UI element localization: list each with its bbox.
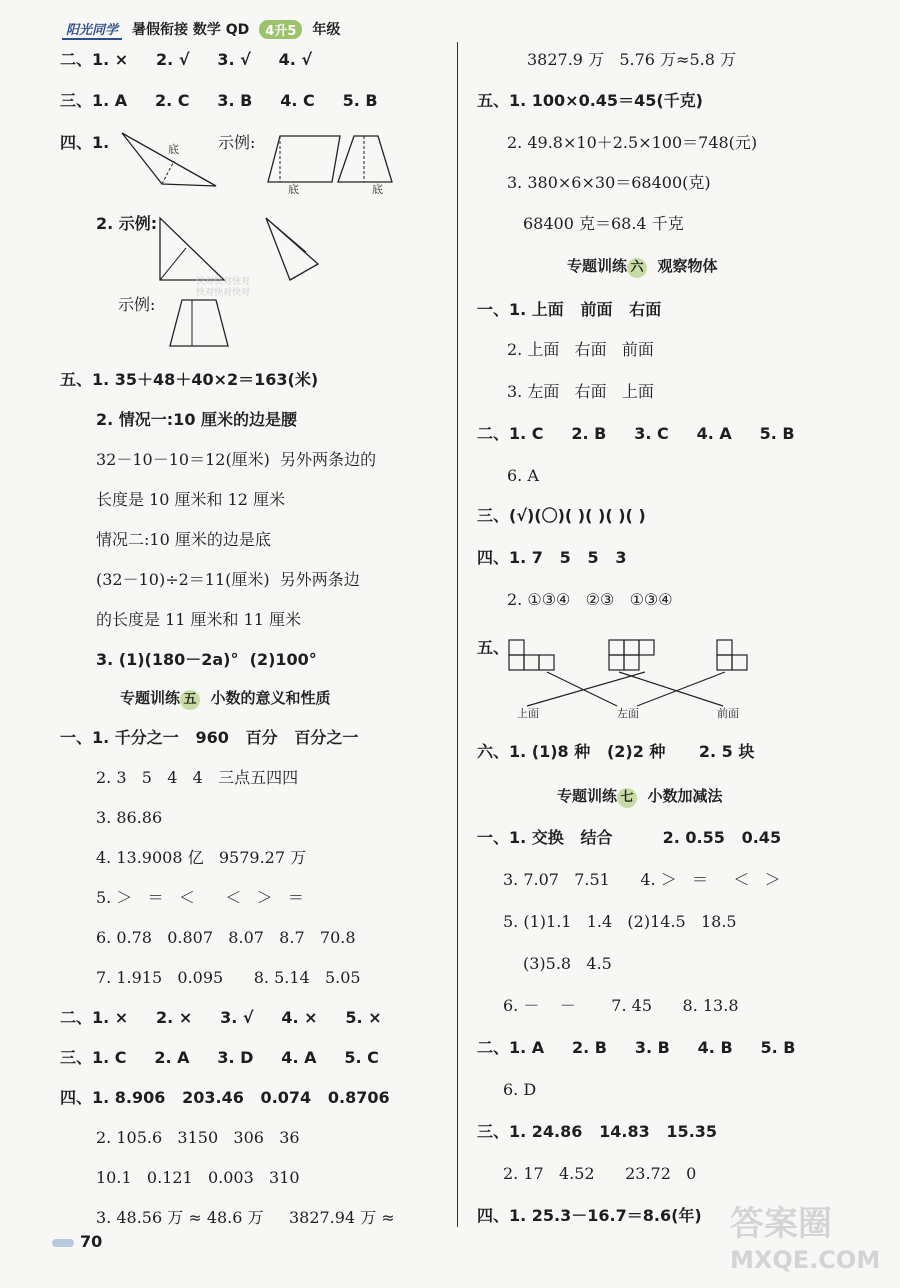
answer-line: 2. ①③④ ②③ ①③④ <box>507 590 673 609</box>
answer-line: 二、1. × 2. × 3. √ 4. × 5. × <box>60 1008 382 1027</box>
site-watermark-url: MXQE.COM <box>730 1246 881 1274</box>
answer-line: 10.1 0.121 0.003 310 <box>96 1168 300 1187</box>
answer-line: 一、1. 交换 结合 2. 0.55 0.45 <box>477 828 782 847</box>
view-label: 前面 <box>717 707 739 720</box>
example-label: 示例: <box>218 133 256 152</box>
page-number-text: 70 <box>80 1232 103 1251</box>
answer-line: 6. － － 7. 45 8. 13.8 <box>503 996 739 1015</box>
cube-face <box>717 655 732 670</box>
match-line <box>619 672 723 706</box>
answer-line: 2. 3 5 4 4 三点五四四 <box>96 768 299 787</box>
answer-line: 5. ＞ ＝ ＜ ＜ ＞ ＝ <box>96 888 304 907</box>
cube-face <box>609 640 624 655</box>
trapezoid-shape <box>338 136 392 182</box>
answer-line: 6. A <box>507 466 539 485</box>
section-name: 观察物体 <box>657 257 718 275</box>
answer-line: 3. 86.86 <box>96 808 163 827</box>
answer-line: 2. 17 4.52 23.72 0 <box>503 1164 697 1183</box>
section-name: 小数的意义和性质 <box>210 689 331 707</box>
answer-line: 6. D <box>503 1080 537 1099</box>
cube-face <box>624 640 639 655</box>
column-divider <box>457 42 458 1227</box>
section-name: 小数加减法 <box>647 787 723 805</box>
answer-line: 二、1. A 2. B 3. B 4. B 5. B <box>477 1038 796 1057</box>
section-prefix: 专题训练 <box>120 689 181 707</box>
answer-line: 4. 13.9008 亿 9579.27 万 <box>96 848 307 867</box>
triangle-example-figures <box>158 208 358 288</box>
parallelogram-shape <box>268 136 340 182</box>
answer-line: 6. 0.78 0.807 8.07 8.7 70.8 <box>96 928 356 947</box>
triangle-height-figures <box>116 128 436 212</box>
answer-line: 2. 105.6 3150 306 36 <box>96 1128 300 1147</box>
answer-line: 五、1. 100×0.45＝45(千克) <box>477 91 703 110</box>
figure-label: 底 <box>168 143 179 156</box>
answer-line: 一、1. 千分之一 960 百分 百分之一 <box>60 728 359 747</box>
trapezoid-shape <box>170 300 228 346</box>
base-line <box>122 133 216 186</box>
match-line <box>637 672 725 706</box>
answer-line: 的长度是 11 厘米和 11 厘米 <box>96 610 302 629</box>
answer-line: 三、1. 24.86 14.83 15.35 <box>477 1122 718 1141</box>
page-number <box>52 1232 102 1251</box>
cube-face <box>509 655 524 670</box>
answer-line: 长度是 10 厘米和 12 厘米 <box>96 490 286 509</box>
section-title <box>567 258 717 278</box>
cube-face <box>732 655 747 670</box>
answer-line: 2. 49.8×10＋2.5×100＝748(元) <box>507 133 758 152</box>
figure-label: 底 <box>372 183 383 196</box>
section-prefix: 专题训练 <box>557 787 618 805</box>
cube-face <box>524 655 539 670</box>
answer-line: 3. 48.56 万 ≈ 48.6 万 3827.94 万 ≈ <box>96 1208 395 1227</box>
answer-line: 2. 上面 右面 前面 <box>507 340 654 359</box>
example-label: 示例: <box>118 295 156 314</box>
answer-line: 68400 克＝68.4 千克 <box>523 214 684 233</box>
section-title <box>557 788 722 808</box>
section-number: 五 <box>180 690 200 710</box>
answer-line: 六、1. (1)8 种 (2)2 种 2. 5 块 <box>477 742 755 761</box>
answer-line: 四、1. 8.906 203.46 0.074 0.8706 <box>60 1088 390 1107</box>
section-number: 七 <box>617 788 637 808</box>
cube-face <box>639 640 654 655</box>
answer-line: 五、 <box>477 638 510 657</box>
view-label: 左面 <box>617 707 639 720</box>
brand-logo: 阳光同学 <box>62 19 122 40</box>
cube-face <box>509 640 524 655</box>
trapezoid-example-figure <box>168 296 248 352</box>
answer-line: 3. 380×6×30＝68400(克) <box>507 173 711 192</box>
answer-line: 7. 1.915 0.095 8. 5.14 5.05 <box>96 968 361 987</box>
answer-line: 3. 左面 右面 上面 <box>507 382 654 401</box>
answer-line: 5. (1)1.1 1.4 (2)14.5 18.5 <box>503 912 737 931</box>
page-bar-decoration <box>52 1239 74 1247</box>
answer-line: 三、(√)(〇)( )( )( )( ) <box>477 506 646 525</box>
answer-line: 四、1. <box>60 133 110 152</box>
cube-face <box>717 640 732 655</box>
answer-line: 四、1. 25.3－16.7＝8.6(年) <box>477 1206 702 1225</box>
triangle-shape <box>160 218 224 280</box>
answer-line: (32－10)÷2＝11(厘米) 另外两条边 <box>96 570 360 589</box>
answer-line: 五、1. 35＋48＋40×2＝163(米) <box>60 370 319 389</box>
cube-face <box>624 655 639 670</box>
answer-line: 情况二:10 厘米的边是底 <box>96 530 271 549</box>
answer-line: 二、1. C 2. B 3. C 4. A 5. B <box>477 424 795 443</box>
answer-line: (3)5.8 4.5 <box>523 954 612 973</box>
site-watermark: 答案圈 <box>730 1204 832 1244</box>
answer-line: 三、1. C 2. A 3. D 4. A 5. C <box>60 1048 379 1067</box>
answer-line: 3. (1)(180－2a)° (2)100° <box>96 650 317 669</box>
answer-line: 三、1. A 2. C 3. B 4. C 5. B <box>60 91 378 110</box>
view-label: 上面 <box>517 707 539 720</box>
answer-line: 32－10－10＝12(厘米) 另外两条边的 <box>96 450 377 469</box>
cube-face <box>609 655 624 670</box>
answer-line: 3. 7.07 7.51 4. ＞ ＝ ＜ ＞ <box>503 870 781 889</box>
cube-face <box>539 655 554 670</box>
section-number: 六 <box>627 258 647 278</box>
section-prefix: 专题训练 <box>567 257 628 275</box>
figure-label: 底 <box>288 183 299 196</box>
answer-line: 二、1. × 2. √ 3. √ 4. √ <box>60 50 313 69</box>
watermark: 快对快对快对 <box>196 288 251 298</box>
height-line <box>162 161 174 184</box>
view-matching-figure <box>507 636 757 716</box>
answer-line: 2. 示例: <box>96 214 158 233</box>
watermark: 快对快对快对 <box>196 277 251 287</box>
section-title <box>120 690 330 710</box>
page-header <box>62 14 340 44</box>
height-line <box>160 248 186 280</box>
answer-line: 2. 情况一:10 厘米的边是腰 <box>96 410 298 429</box>
answer-line: 四、1. 7 5 5 3 <box>477 548 627 567</box>
match-line <box>547 672 617 706</box>
triangle-shape <box>266 218 318 280</box>
answer-line: 3827.9 万 5.76 万≈5.8 万 <box>527 50 736 69</box>
match-line <box>527 672 645 706</box>
grade-label: 年级 <box>312 22 341 38</box>
book-title: 暑假衔接 数学 QD <box>132 22 250 38</box>
grade-badge: 4升5 <box>259 20 302 39</box>
answer-line: 一、1. 上面 前面 右面 <box>477 300 662 319</box>
